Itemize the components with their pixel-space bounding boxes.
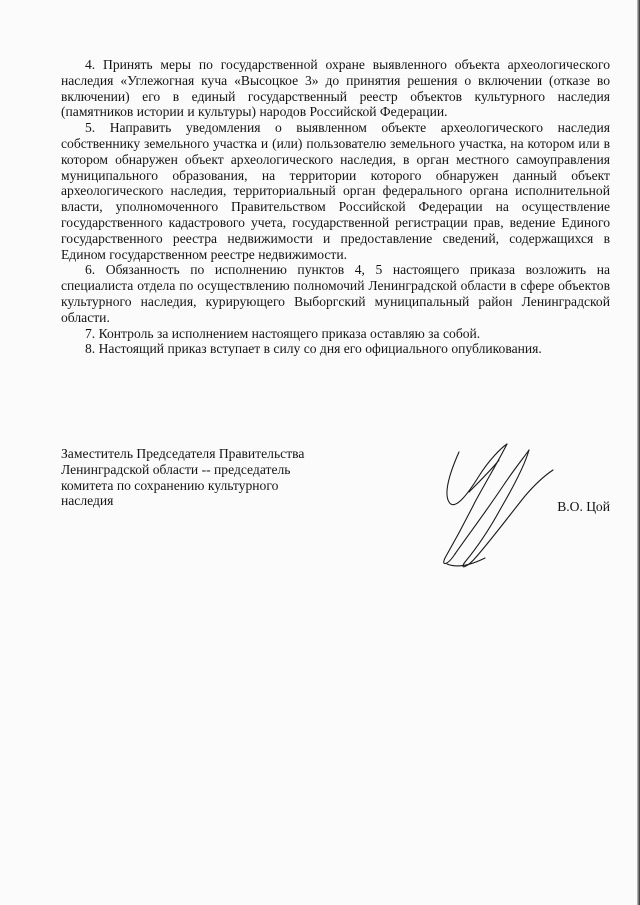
paragraph-8: 8. Настоящий приказ вступает в силу со дня его официального опубликования. — [85, 341, 542, 357]
signer-title-line: Ленинградской области -- председатель — [61, 461, 291, 477]
paragraph-4: 4. Принять меры по государственной охране выявленного объекта археологического наследия «Углежогная куча «Высоцкое 3» до принятия решения о включении (отказе во включении) его в единый государственный реестр объектов культурного наследия (памятников истории и культуры) народов Российской Федерации. — [61, 57, 610, 120]
signature-block — [61, 446, 610, 576]
paragraph-6: 6. Обязанность по исполнению пунктов 4, 5 настоящего приказа возложить на специалиста отдела по осуществлению полномочий Ленинградской области в сфере объектов культурного наследия, курирующего Выборгский муниципальный район Ленинградской области. — [61, 262, 610, 325]
signer-title — [61, 446, 371, 509]
signer-name: В.О. Цой — [557, 499, 610, 514]
signer-title-line: Заместитель Председателя Правительства — [61, 446, 305, 461]
paragraph-5: 5. Направить уведомления о выявленном объекте археологического наследия собственнику земельного участка и (или) пользователю земельного участка, на котором или в котором обнаружен объект археологического наследия, в орган местного самоуправления муниципального образования, на территории которого обнаружен данный объект археологического наследия, территориальный орган федерального органа исполнительной власти, уполномоченного Правительством Российской Федерации на осуществление государственного кадастрового учета, государственной регистрации прав, ведение Единого государственного реестра недвижимости и предоставление сведений, содержащихся в Едином государственном реестре недвижимости. — [61, 120, 610, 262]
signer-title-line: комитета по сохранению культурного — [61, 477, 279, 493]
paragraph-7: 7. Контроль за исполнением настоящего приказа оставляю за собой. — [85, 325, 481, 341]
order-body — [61, 57, 610, 357]
signer-title-line: наследия — [61, 493, 114, 509]
